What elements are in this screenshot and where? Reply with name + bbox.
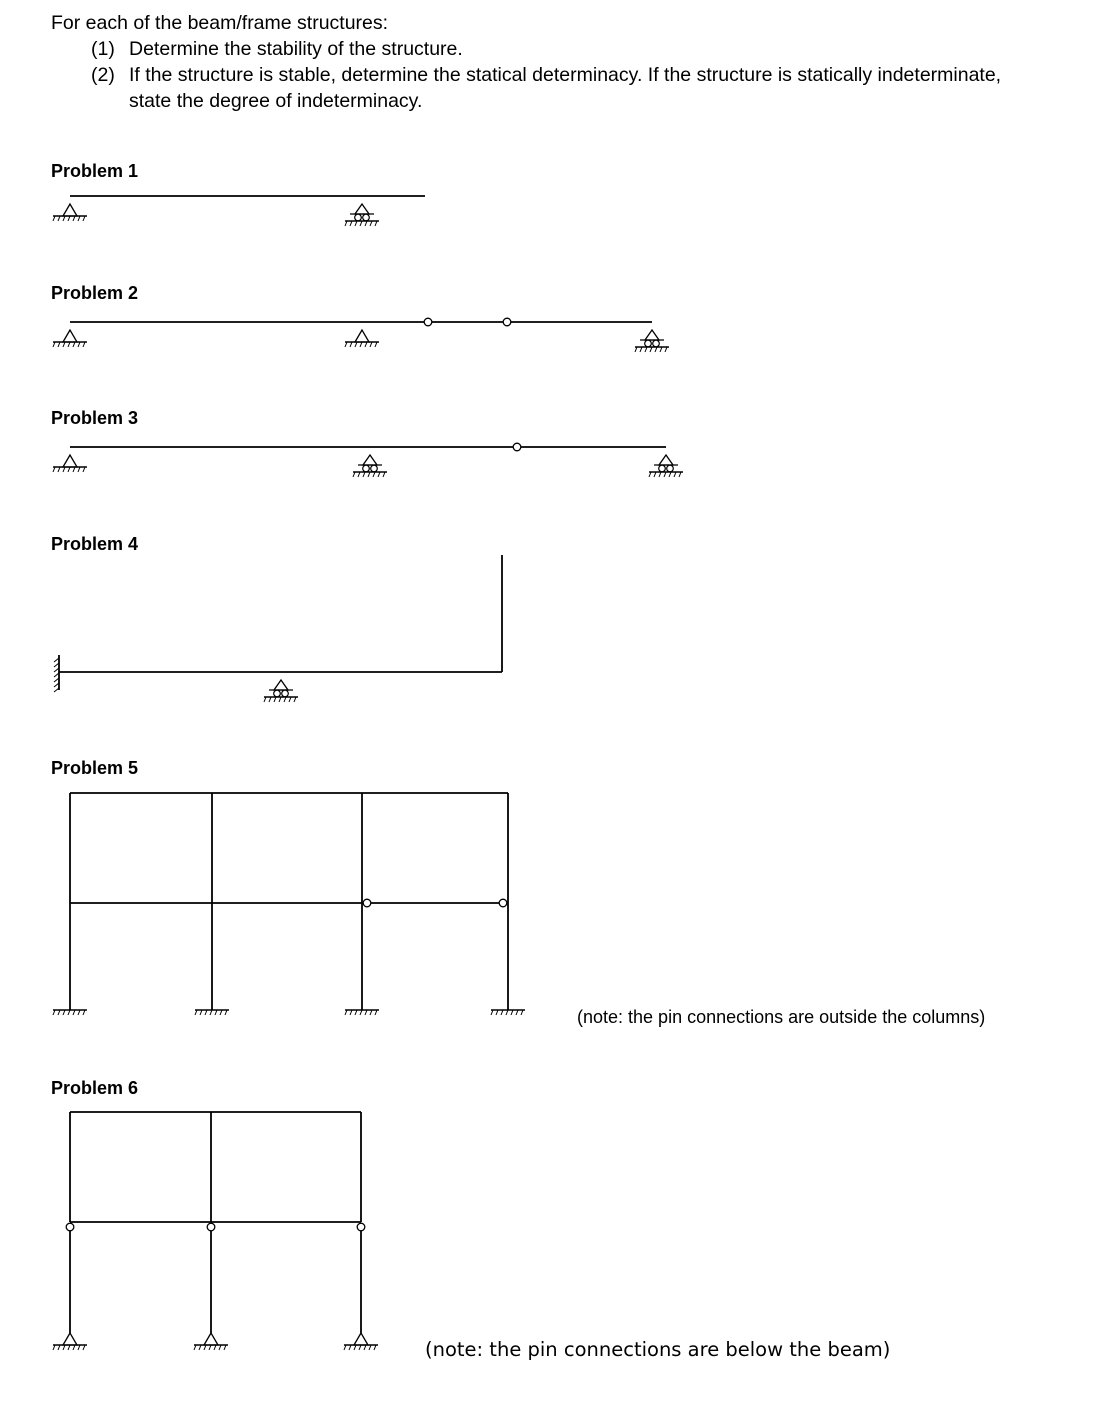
roller-support-icon [635, 330, 669, 352]
pin-support-icon [53, 330, 87, 347]
pin-support-icon [345, 330, 379, 347]
pin-support-icon [344, 1333, 378, 1350]
problem-3-title: Problem 3 [51, 408, 139, 428]
pin-support-icon [194, 1333, 228, 1350]
roller-support-icon [345, 204, 379, 226]
instruction-text: If the structure is stable, determine the statical determinacy. If the structure is statically indeterminate, state the degree of indeterminacy. [129, 64, 1002, 112]
problem-1-structure [53, 196, 425, 226]
internal-hinge-icon [499, 899, 507, 907]
internal-hinge-icon [424, 318, 432, 326]
roller-support-icon [353, 455, 387, 477]
internal-hinge-icon [503, 318, 511, 326]
problem-3-structure [53, 443, 683, 477]
instruction-number: (1) [91, 38, 115, 60]
problem-1-title: Problem 1 [51, 161, 139, 181]
internal-hinge-icon [357, 1223, 365, 1231]
problem-5-structure [53, 793, 525, 1015]
internal-hinge-icon [363, 899, 371, 907]
fixed-support-icon [54, 655, 59, 692]
problem-6-title: Problem 6 [51, 1078, 139, 1098]
fixed-support-icon [491, 1010, 525, 1015]
internal-hinge-icon [513, 443, 521, 451]
internal-hinge-icon [66, 1223, 74, 1231]
roller-support-icon [264, 680, 298, 702]
fixed-support-icon [345, 1010, 379, 1015]
instruction-text: Determine the stability of the structure. [129, 38, 463, 60]
fixed-support-icon [53, 1010, 87, 1015]
fixed-support-icon [195, 1010, 229, 1015]
internal-hinge-icon [207, 1223, 215, 1231]
problem-5-note: (note: the pin connections are outside the columns) [577, 1007, 986, 1027]
pin-support-icon [53, 1333, 87, 1350]
problem-4-structure [54, 555, 502, 702]
roller-support-icon [649, 455, 683, 477]
problem-4-title: Problem 4 [51, 534, 139, 554]
problem-6-structure [53, 1112, 378, 1350]
problem-6-note: (note: the pin connections are below the beam) [425, 1338, 891, 1361]
instructions-heading: For each of the beam/frame structures: [51, 12, 389, 34]
pin-support-icon [53, 204, 87, 221]
problem-2-structure [53, 318, 669, 352]
problem-2-title: Problem 2 [51, 283, 139, 303]
problem-5-title: Problem 5 [51, 758, 139, 778]
instruction-number: (2) [91, 64, 115, 86]
pin-support-icon [53, 455, 87, 472]
